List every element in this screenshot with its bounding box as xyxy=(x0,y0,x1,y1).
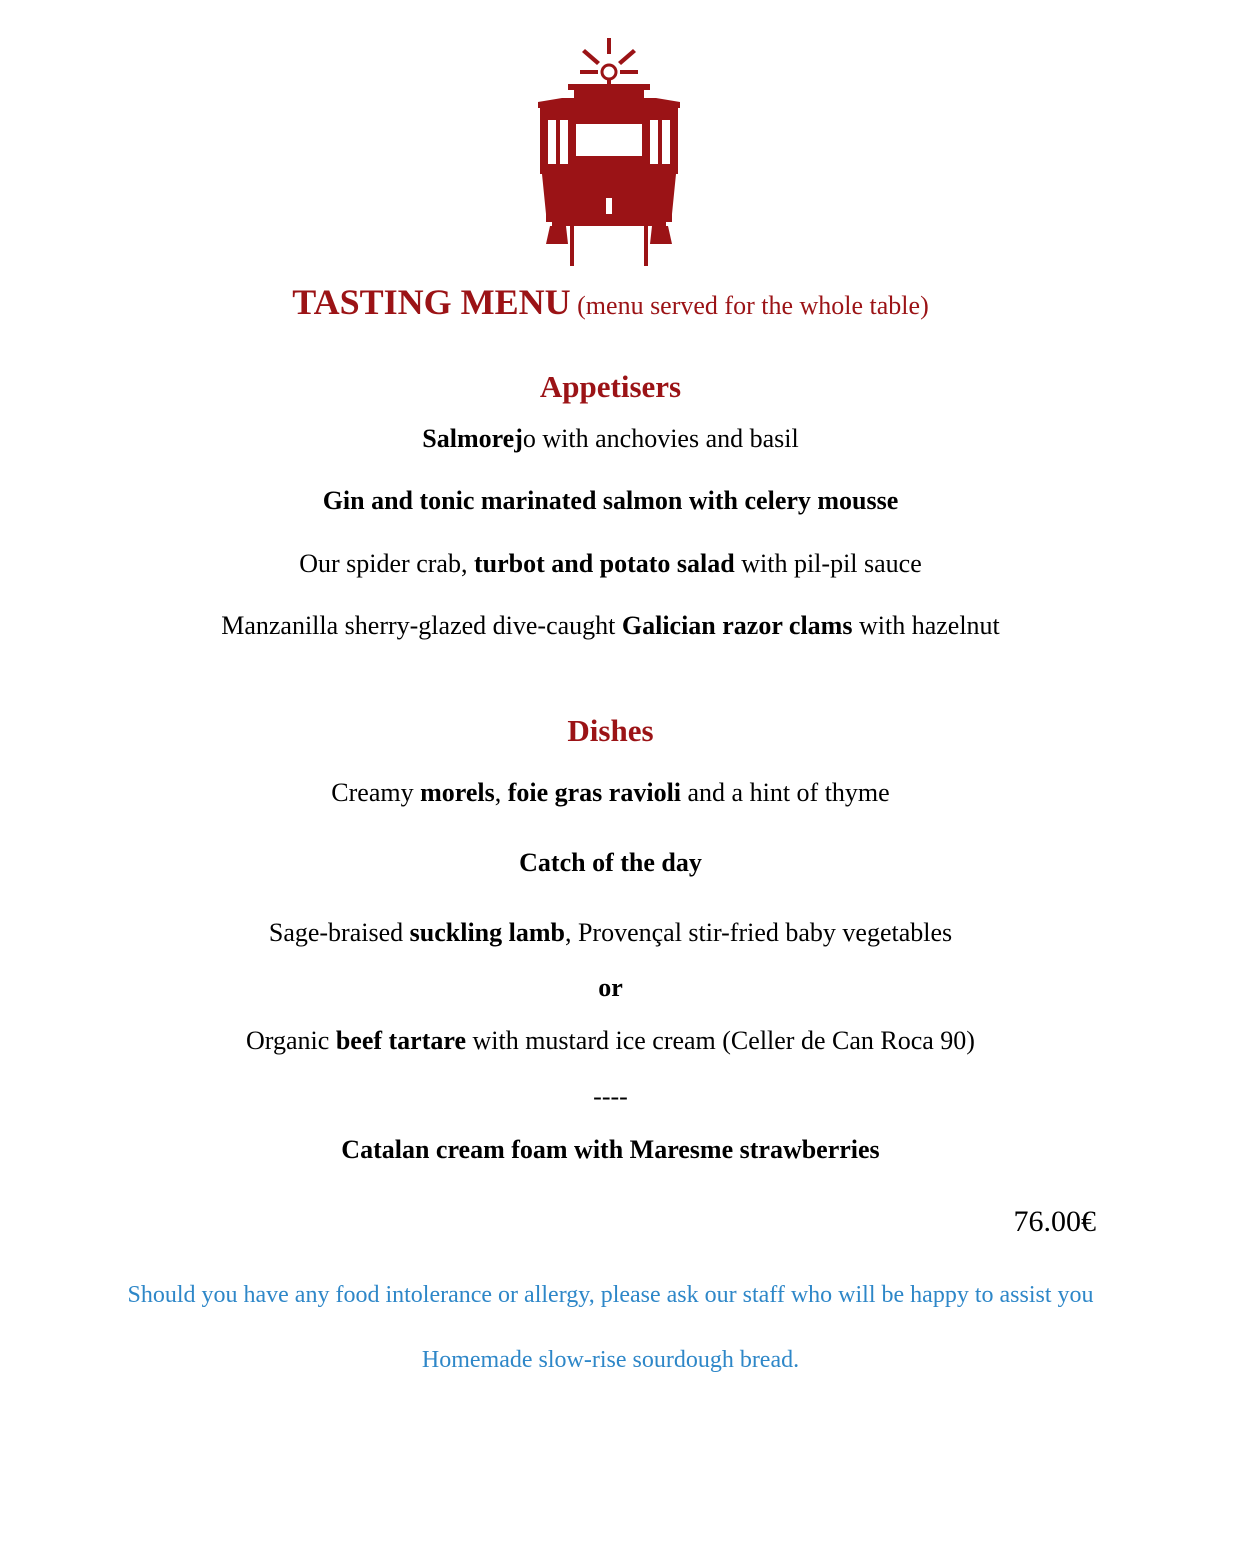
dish-text: with pil-pil sauce xyxy=(734,549,922,578)
menu-price: 76.00€ xyxy=(1013,1205,1096,1238)
dish-text: with mustard ice cream (Celler de Can Roca 90) xyxy=(465,1026,975,1055)
menu-item xyxy=(0,1025,1221,1057)
dish-text: and a hint of thyme xyxy=(681,778,890,807)
section-heading-dishes: Dishes xyxy=(567,713,654,748)
dish-text: Manzanilla sherry-glazed dive-caught xyxy=(221,611,622,640)
section-heading-appetisers: Appetisers xyxy=(539,369,682,404)
menu-divider xyxy=(0,1081,1221,1113)
menu-item xyxy=(0,1134,1221,1166)
dish-text: Creamy xyxy=(331,778,421,807)
dish-text: Our spider crab, xyxy=(299,549,474,578)
dish-text: , Provençal stir-fried baby vegetables xyxy=(564,918,953,947)
dish-text: , xyxy=(494,778,508,807)
menu-item-or xyxy=(0,972,1221,1004)
menu-item xyxy=(0,847,1221,879)
dish-text: Catalan cream foam with Maresme strawberries xyxy=(341,1135,880,1164)
menu-item xyxy=(0,777,1221,809)
menu-item xyxy=(0,423,1221,455)
dish-text: Organic xyxy=(246,1026,336,1055)
menu-item xyxy=(0,485,1221,517)
dish-text: Catch of the day xyxy=(519,848,702,877)
bread-note: Homemade slow-rise sourdough bread. xyxy=(421,1347,800,1373)
dish-text: Sage-braised xyxy=(268,918,410,947)
dish-text: turbot and potato salad xyxy=(473,549,735,578)
dish-text: morels xyxy=(420,778,495,807)
allergy-note: Should you have any food intolerance or allergy, please ask our staff who will be happy to assist you xyxy=(127,1282,1094,1308)
menu-item xyxy=(0,548,1221,580)
dish-text: or xyxy=(598,973,623,1002)
dish-text: ---- xyxy=(593,1082,628,1111)
dish-text: Gin and tonic marinated salmon with celery mousse xyxy=(322,486,899,515)
dish-text: with hazelnut xyxy=(852,611,1000,640)
dish-text: beef tartare xyxy=(335,1026,466,1055)
tram-logo xyxy=(536,38,682,268)
menu-title: TASTING MENU xyxy=(292,282,571,322)
menu-title-line xyxy=(0,282,1221,322)
dish-text: Salmorej xyxy=(422,424,523,453)
dish-text: suckling lamb xyxy=(409,918,565,947)
menu-item xyxy=(0,917,1221,949)
menu-item xyxy=(0,610,1221,642)
menu-subtitle: (menu served for the whole table) xyxy=(577,291,929,320)
dish-text: o with anchovies and basil xyxy=(522,424,799,453)
dish-text: Galician razor clams xyxy=(621,611,853,640)
dish-text: foie gras ravioli xyxy=(507,778,682,807)
